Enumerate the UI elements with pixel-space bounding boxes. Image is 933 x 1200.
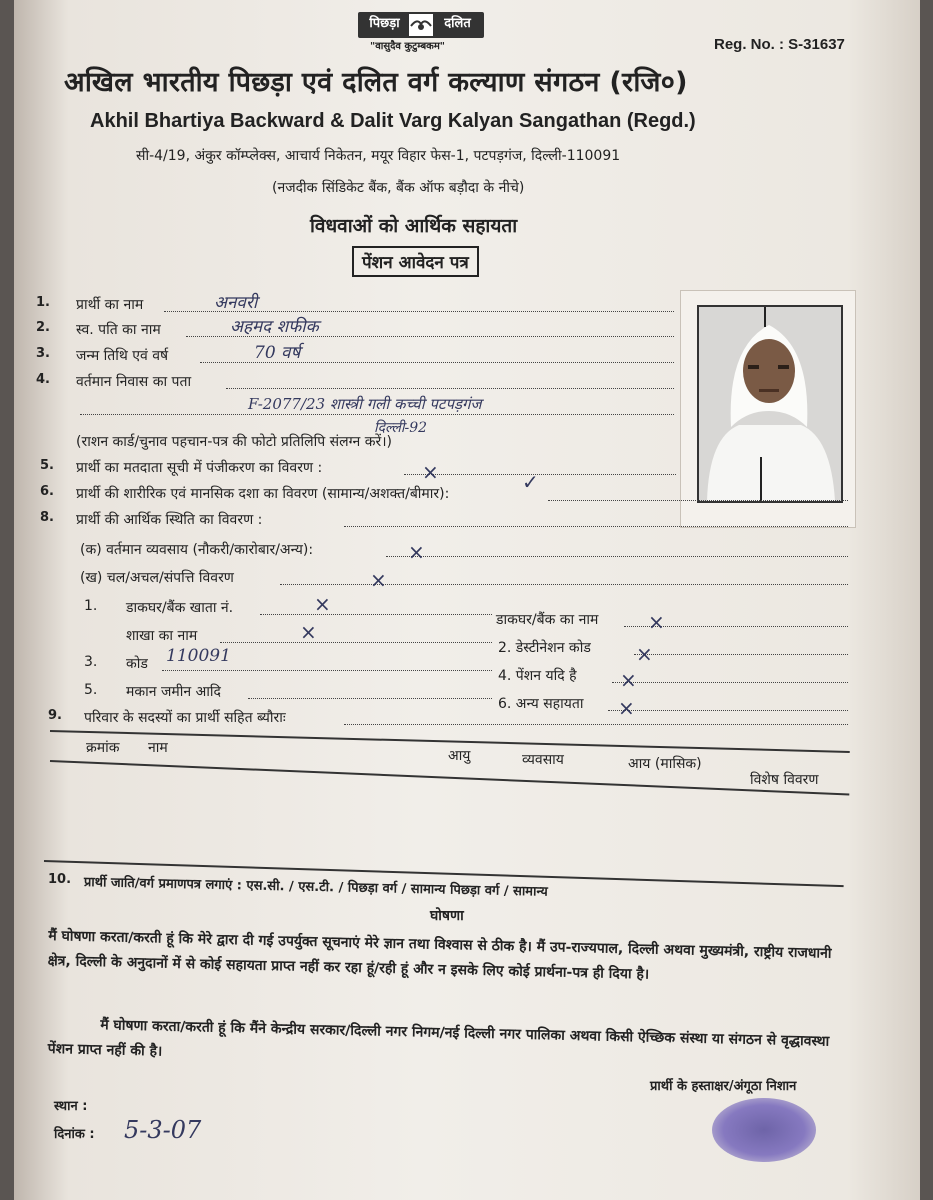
date-value: 5-3-07 — [124, 1116, 202, 1144]
pension-label: 4. पेंशन यदि है — [498, 668, 577, 684]
branch-label: शाखा का नाम — [126, 628, 198, 644]
bank-account-value: × — [314, 592, 331, 616]
field-value-address-line2: दिल्ली-92 — [374, 420, 428, 436]
field-value-address: F-2077/23 शास्त्री गली कच्ची पटपड़गंज — [248, 395, 482, 413]
form-title: पेंशन आवेदन पत्र — [352, 246, 479, 277]
destination-code-value: × — [636, 642, 653, 666]
thumb-impression — [712, 1098, 816, 1162]
handshake-icon — [409, 14, 433, 36]
field-label-husband-name: स्व. पति का नाम — [76, 322, 161, 338]
date-label: दिनांक : — [54, 1127, 95, 1142]
field-label-dob: जन्म तिथि एवं वर्ष — [76, 348, 169, 364]
destination-code-label: 2. डेस्टीनेशन कोड — [498, 640, 591, 656]
column-remarks: विशेष विवरण — [750, 772, 819, 788]
bank-name-label: डाकघर/बैंक का नाम — [496, 612, 599, 628]
property-label: (ख) चल/अचल/संपत्ति विवरण — [80, 570, 234, 586]
org-landmark: (नजदीक सिंडिकेट बैंक, बैंक ऑफ बड़ौदा के नीचे) — [272, 180, 525, 196]
field-value-dob: 70 वर्ष — [254, 343, 301, 363]
field-value-name: अनवरी — [214, 293, 258, 313]
occupation-label: (क) वर्तमान व्यवसाय (नौकरी/कारोबार/अन्य): — [80, 542, 314, 558]
column-monthly-income: आय (मासिक) — [628, 756, 702, 772]
bank-account-label: डाकघर/बैंक खाता नं. — [126, 600, 234, 616]
other-assistance-value: × — [618, 696, 635, 720]
ration-card-note: (राशन कार्ड/चुनाव पहचान-पत्र की फोटो प्रतिलिपि संलग्न करें।) — [76, 434, 392, 450]
field-label-voter-registration: प्रार्थी का मतदाता सूची में पंजीकरण का विवरण : — [76, 460, 323, 476]
org-address: सी-4/19, अंकुर कॉम्प्लेक्स, आचार्य निकेतन, मयूर विहार फेस-1, पटपड़गंज, दिल्ली-110091 — [136, 148, 621, 164]
declaration-heading: घोषणा — [430, 908, 464, 924]
signature-label: प्रार्थी के हस्ताक्षर/अंगूठा निशान — [650, 1079, 797, 1094]
occupation-value: × — [408, 540, 425, 564]
column-occupation: व्यवसाय — [522, 752, 564, 768]
field-label-health: प्रार्थी की शारीरिक एवं मानसिक दशा का विवरण (सामान्य/अशक्त/बीमार): — [76, 486, 450, 502]
field-value-voter-registration: × — [422, 460, 439, 484]
column-serial: क्रमांक — [86, 740, 120, 756]
organization-logo: पिछड़ा दलित — [358, 12, 484, 38]
place-label: स्थान : — [54, 1099, 88, 1114]
scheme-title: विधवाओं को आर्थिक सहायता — [310, 215, 518, 237]
applicant-photo — [697, 305, 843, 503]
family-details-label: परिवार के सदस्यों का प्रार्थी सहित ब्यौराः — [84, 710, 286, 726]
declaration-paragraph-2: मैं घोषणा करता/करती हूं कि मैंने केन्द्रीय सरकार/दिल्ली नगर निगम/नई दिल्ली नगर पालिका अथवा किसी ऐच्छिक संस्था या संगठन से वृद्धावस्था पेंशन प्राप्त नहीं की है। — [47, 1017, 830, 1060]
org-name-english: Akhil Bhartiya Backward & Dalit Varg Kalyan Sangathan (Regd.) — [90, 110, 696, 132]
declaration-paragraph-1: मैं घोषणा करता/करती हूं कि मेरे द्वारा दी गई उपर्युक्त सूचनाएं मेरे ज्ञान तथा विश्वास से ठीक है। मैं उप-राज्यपाल, दिल्ली अथवा मुख्यमंत्री, राष्ट्रीय राजधानी क्षेत्र, दिल्ली के अनुदानों में से कोई सहायता प्राप्त नहीं कर रहा हूं/रही हूं और न इसके लिए कोई प्रार्थना-पत्र ही दिया है। — [47, 928, 832, 983]
bank-name-value: × — [648, 610, 665, 634]
property-value: × — [370, 568, 387, 592]
registration-number: Reg. No. : S-31637 — [714, 36, 845, 53]
column-age: आयु — [448, 748, 471, 764]
field-label-economic-status: प्रार्थी की आर्थिक स्थिति का विवरण : — [76, 512, 263, 528]
code-value: 110091 — [166, 646, 231, 666]
pension-value: × — [620, 668, 637, 692]
other-assistance-label: 6. अन्य सहायता — [498, 696, 584, 712]
applicant-photo-frame — [680, 290, 856, 528]
column-name: नाम — [148, 740, 168, 756]
motto: "वासुदैव कुटुम्बकम" — [370, 41, 446, 52]
code-label: कोड — [126, 656, 148, 672]
branch-value: × — [300, 620, 317, 644]
field-label-address: वर्तमान निवास का पता — [76, 374, 192, 390]
land-property-label: मकान जमीन आदि — [126, 684, 221, 700]
application-form-page: पिछड़ा दलित "वासुदैव कुटुम्बकम" Reg. No. : S-31637 अखिल भारतीय पिछड़ा एवं दलित वर्ग कल्याण संगठन (रजि०) Akhil Bhartiya Backward & Dalit Varg Kalyan Sangathan (Regd.) सी-4/19, अंकुर कॉम्प्लेक्स, आचार्य निकेतन, मयूर विहार फेस-1, पटपड़गंज, दिल्ली-110091 (नजदीक सिंडिकेट बैंक, बैंक ऑफ बड़ौदा के नीचे) विधवाओं को आर्थिक सहायता पेंशन आवेदन पत्र 1. प्रार्थी का नाम अनवरी 2. स्व. पति का नाम अहमद शफीक 3. जन्म तिथि एवं वर्ष 70 वर्ष 4. वर्तमान निवास का पता F-2077/23 शास्त्री गली कच्ची पटपड़गंज दिल्ली-92 (राशन कार्ड/चुनाव पहचान-पत्र की फोटो प्रतिलिपि संलग्न करें।) 5. प्रार्थी का मतदाता सूची में पंजीकरण का विवरण : × 6. प्रार्थी की शारीरिक एवं मानसिक दशा का विवरण (सामान्य/अशक्त/बीमार): ✓ 8. प्रार्थी की आर्थिक स्थिति का विवरण : (क) वर्तमान व्यवसाय (नौकरी/कारोबार/अन्य): × (ख) चल/अचल/संपत्ति विवरण × 1. डाकघर/बैंक खाता नं. × डाकघर/बैंक का नाम × शाखा का नाम × 2. डेस्टीनेशन कोड × 3. कोड 110091 4. पेंशन यदि है × 5. मकान जमीन आदि 6. अन्य सहायता × 9. परिवार के सदस्यों का प्रार्थी सहित ब्यौराः क्रमांक नाम आयु व्यवसाय आय (मासिक) विशेष विवरण 10. प्रार्थी जाति/वर्ग प्रमाणपत्र लगाएं : एस.सी. / एस.टी. / पिछड़ा वर्ग / सामान्य पिछड़ा वर्ग / सामान्य घोषणा मैं घोषणा करता/करती हूं कि मेरे द्वारा दी गई उपर्युक्त सूचनाएं मेरे ज्ञान तथा विश्वास से ठीक है। मैं उप-राज्यपाल, दिल्ली अथवा मुख्यमंत्री, राष्ट्रीय राजधानी क्षेत्र, दिल्ली के अनुदानों में से कोई सहायता प्राप्त नहीं कर रहा हूं/रही हूं और न इसके लिए कोई प्रार्थना-पत्र ही दिया है। मैं घोषणा करता/करती हूं कि मैंने केन्द्रीय सरकार/दिल्ली नगर निगम/नई दिल्ली नगर पालिका अथवा किसी ऐच्छिक संस्था या संगठन से वृद्धावस्था पेंशन प्राप्त नहीं की है। प्रार्थी के हस्ताक्षर/अंगूठा निशान स्थान : दिनांक : 5-3-07 — [14, 0, 920, 1200]
org-name-hindi: अखिल भारतीय पिछड़ा एवं दलित वर्ग कल्याण संगठन (रजि०) — [64, 67, 688, 98]
caste-certificate-label: प्रार्थी जाति/वर्ग प्रमाणपत्र लगाएं : एस.सी. / एस.टी. / पिछड़ा वर्ग / सामान्य पिछड़ा वर्ग / सामान्य — [83, 875, 548, 900]
field-label-name: प्रार्थी का नाम — [76, 297, 144, 313]
field-value-husband-name: अहमद शफीक — [230, 317, 319, 337]
field-value-health: ✓ — [522, 470, 539, 494]
